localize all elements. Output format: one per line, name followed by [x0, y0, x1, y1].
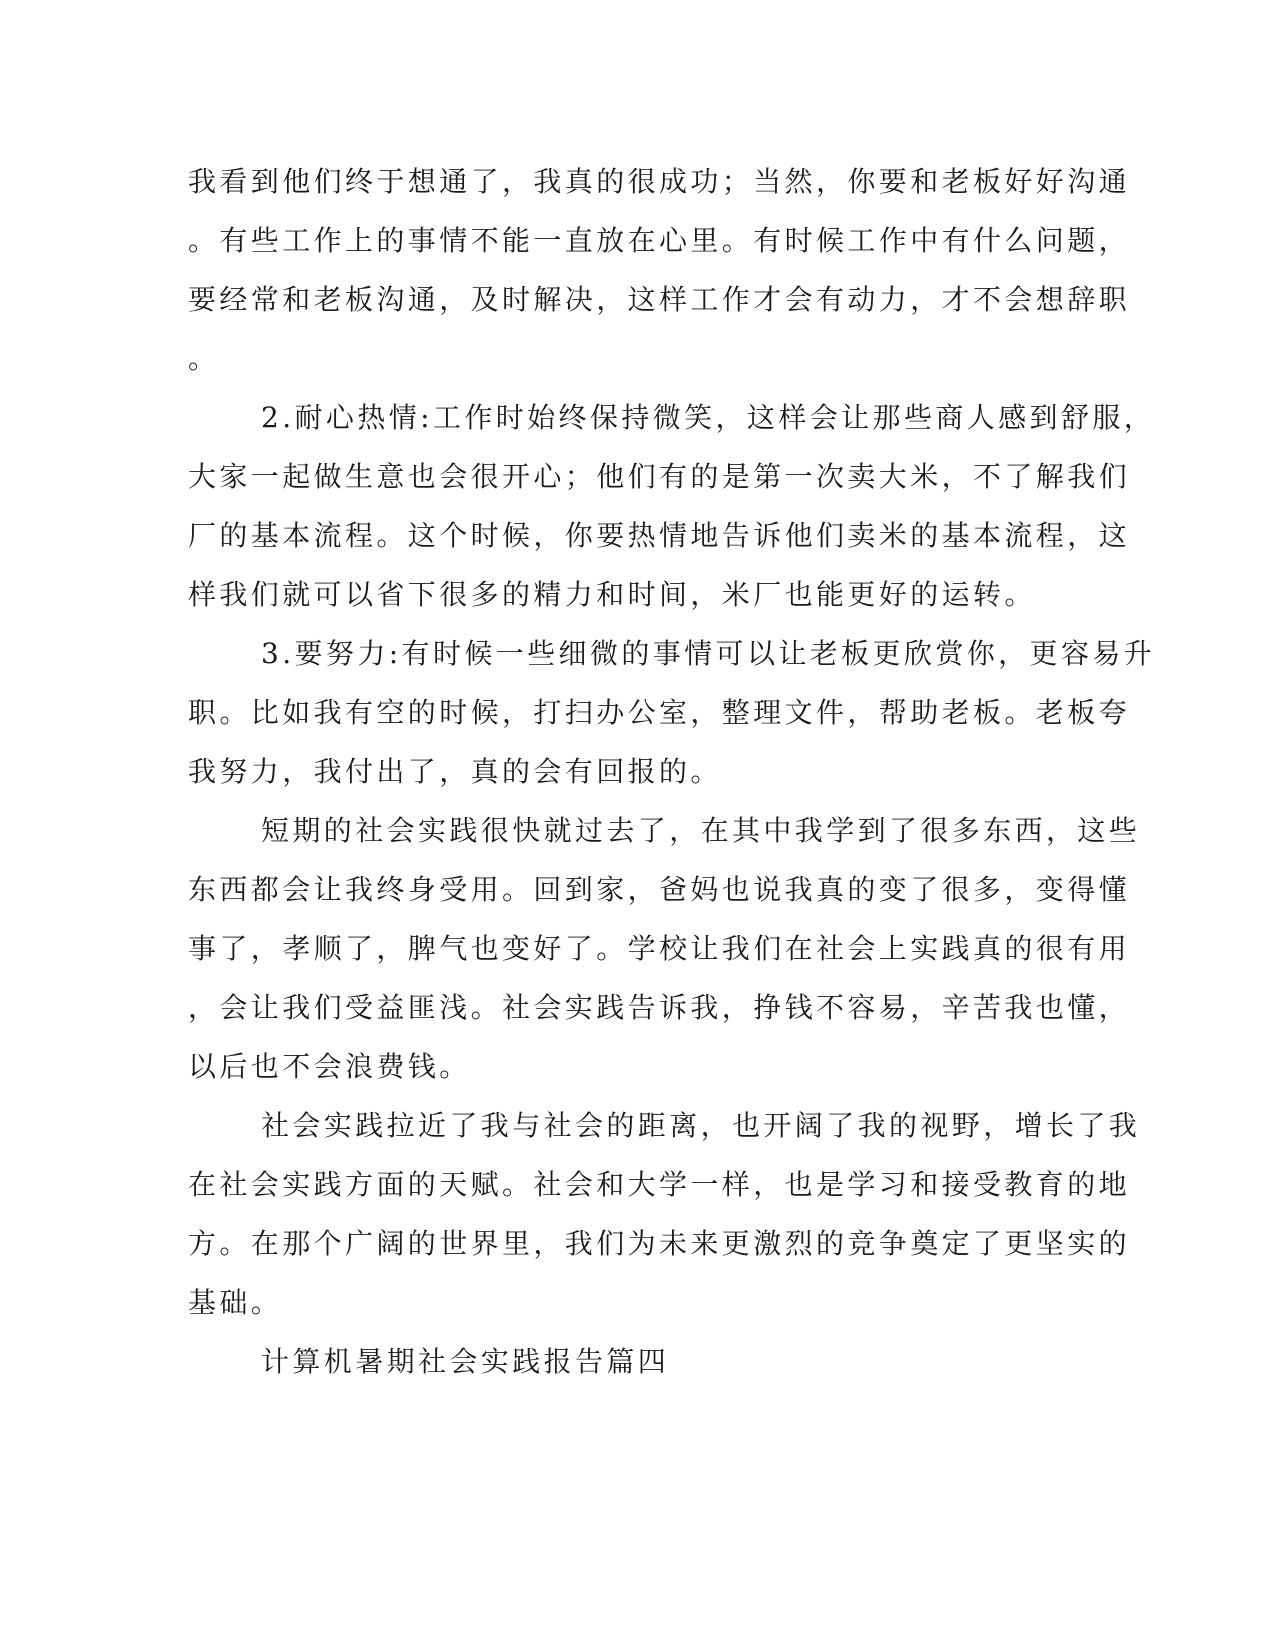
- paragraph-line: 社会实践拉近了我与社会的距离，也开阔了我的视野，增长了我: [261, 1109, 1141, 1142]
- paragraph-line: 职。比如我有空的时候，打扫办公室，整理文件，帮助老板。老板夸: [188, 696, 1131, 729]
- paragraph-line: 。有些工作上的事情不能一直放在心里。有时候工作中有什么问题，: [188, 224, 1131, 257]
- paragraph-line: 样我们就可以省下很多的精力和时间，米厂也能更好的运转。: [188, 578, 1036, 611]
- paragraph-line: ，会让我们受益匪浅。社会实践告诉我，挣钱不容易，辛苦我也懂，: [188, 991, 1131, 1024]
- paragraph-line: 厂的基本流程。这个时候，你要热情地告诉他们卖米的基本流程，这: [188, 519, 1131, 552]
- paragraph-line: 我看到他们终于想通了，我真的很成功；当然，你要和老板好好沟通: [188, 165, 1131, 198]
- paragraph-line: 。: [188, 342, 220, 375]
- paragraph-line: 事了，孝顺了，脾气也变好了。学校让我们在社会上实践真的很有用: [188, 932, 1131, 965]
- paragraph-line: 2.耐心热情:工作时始终保持微笑，这样会让那些商人感到舒服，: [261, 401, 1156, 434]
- paragraph-line: 基础。: [188, 1286, 283, 1319]
- paragraph-line: 短期的社会实践很快就过去了，在其中我学到了很多东西，这些: [261, 814, 1141, 847]
- paragraph-line: 3.要努力:有时候一些细微的事情可以让老板更欣赏你，更容易升: [261, 637, 1156, 670]
- section-heading: 计算机暑期社会实践报告篇四: [261, 1345, 670, 1378]
- paragraph-line: 以后也不会浪费钱。: [188, 1050, 471, 1083]
- paragraph-line: 我努力，我付出了，真的会有回报的。: [188, 755, 722, 788]
- paragraph-line: 要经常和老板沟通，及时解决，这样工作才会有动力，才不会想辞职: [188, 283, 1131, 316]
- paragraph-line: 东西都会让我终身受用。回到家，爸妈也说我真的变了很多，变得懂: [188, 873, 1131, 906]
- paragraph-line: 在社会实践方面的天赋。社会和大学一样，也是学习和接受教育的地: [188, 1168, 1131, 1201]
- paragraph-line: 方。在那个广阔的世界里，我们为未来更激烈的竞争奠定了更坚实的: [188, 1227, 1131, 1260]
- paragraph-line: 大家一起做生意也会很开心；他们有的是第一次卖大米，不了解我们: [188, 460, 1131, 493]
